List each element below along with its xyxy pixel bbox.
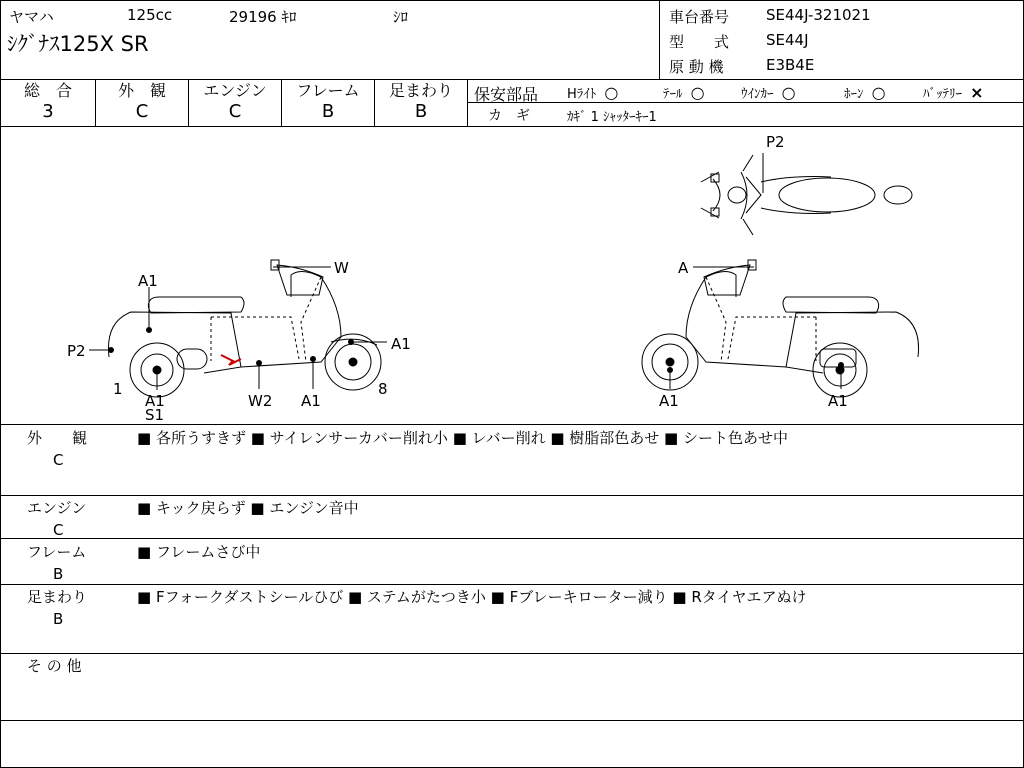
detail-text: ■ フレームさび中 [137, 543, 261, 561]
safety-item-mark: ○ [871, 83, 886, 102]
label-left-8: 8 [378, 380, 388, 398]
safety-item-name: ﾃｰﾙ [663, 87, 683, 102]
safety-item-mark: ○ [604, 83, 619, 102]
detail-frame [1, 539, 1023, 583]
safety-item-name: ｳｲﾝｶｰ [741, 87, 774, 102]
safety-item-name: ﾊﾞｯﾃﾘｰ [923, 87, 962, 102]
grade-label: 足まわり [388, 81, 453, 100]
label-top-p2: P2 [766, 133, 785, 151]
safety-item-horn [844, 83, 886, 102]
detail-label: 足まわり [27, 588, 88, 606]
label-left-a1-floor: A1 [301, 392, 321, 410]
detail-text: ■ 各所うすきず ■ サイレンサーカバー削れ小 ■ レバー削れ ■ 樹脂部色あせ ■ シート色あせ中 [137, 429, 789, 447]
scooter-right-view [642, 260, 919, 397]
divider [468, 102, 1023, 103]
displacement: 125cc [127, 6, 173, 24]
damage-diagram [1, 127, 1023, 423]
left-leaders [89, 267, 387, 390]
safety-item-taillight [663, 83, 705, 102]
label-left-w2: W2 [248, 392, 273, 410]
detail-exterior [1, 425, 1023, 495]
grade-label: エンジン [203, 81, 267, 100]
detail-grade: B [53, 610, 64, 628]
grade-label: フレーム [296, 81, 360, 100]
detail-engine [1, 495, 1023, 537]
detail-label: 外 観 [27, 429, 88, 447]
detail-grade: B [53, 565, 64, 583]
label-left-s1: S1 [145, 406, 165, 423]
grade-suspension [375, 80, 467, 126]
grade-label: 総 合 [23, 81, 72, 100]
scooter-top-view [701, 153, 912, 235]
body-color: ｼﾛ [393, 8, 409, 26]
label-left-w: W [334, 259, 349, 277]
detail-grade: C [53, 451, 64, 469]
detail-other [1, 653, 1023, 719]
header-divider [659, 1, 660, 79]
safety-item-name: ﾎｰﾝ [844, 87, 864, 102]
damage-mark [221, 355, 241, 365]
safety-parts-label: 保安部品 [474, 85, 539, 104]
grade-frame [282, 80, 374, 126]
grade-label: 外 観 [117, 81, 166, 100]
detail-label: そ の 他 [27, 657, 82, 675]
right-leaders [668, 267, 844, 389]
grade-value: C [228, 101, 242, 122]
detail-text: ■ Fフォークダストシールひび ■ ステムがたつき小 ■ Fブレーキローター減り ■ Rタイヤエアぬけ [137, 588, 807, 606]
label-left-a1-front: A1 [391, 335, 411, 353]
label-right-a1-wheel: A1 [659, 392, 679, 410]
grade-value: C [135, 101, 149, 122]
label-right-a1-muffler: A1 [828, 392, 848, 410]
detail-text: ■ キック戻らず ■ エンジン音中 [137, 499, 359, 517]
model-name: ｼｸﾞﾅｽ125X SR [7, 32, 149, 56]
safety-item-name: Hﾗｲﾄ [567, 87, 597, 102]
frame-number-label: 車台番号 [669, 8, 730, 26]
engine-model-value: E3B4E [766, 56, 815, 74]
detail-label: エンジン [27, 499, 87, 517]
detail-grade: C [53, 521, 64, 539]
safety-item-winker [741, 83, 796, 102]
mileage: 29196 ｷﾛ [229, 8, 297, 26]
safety-item-mark: ○ [781, 83, 796, 102]
label-left-a1-wheel: A1 [145, 392, 165, 410]
engine-model-label: 原 動 機 [669, 58, 724, 76]
grade-value: 3 [42, 101, 54, 122]
maker: ヤマハ [9, 8, 54, 26]
divider [1, 720, 1023, 721]
grade-exterior [96, 80, 188, 126]
safety-item-mark: × [970, 83, 984, 102]
label-right-a: A [678, 259, 689, 277]
frame-number-value: SE44J-321021 [766, 6, 871, 24]
model-type-value: SE44J [766, 31, 809, 49]
grade-value: B [414, 101, 428, 122]
grade-engine [189, 80, 281, 126]
model-type-label: 型 式 [669, 33, 730, 51]
key-label: カ ギ [488, 108, 530, 124]
label-left-1: 1 [113, 380, 123, 398]
label-left-p2: P2 [67, 342, 86, 360]
detail-label: フレーム [27, 543, 87, 561]
safety-item-headlight [567, 83, 618, 102]
safety-item-mark: ○ [690, 83, 705, 102]
detail-suspension [1, 584, 1023, 652]
safety-item-battery [923, 83, 984, 102]
grade-value: B [321, 101, 335, 122]
grade-overall [1, 80, 95, 126]
label-left-a1-body: A1 [138, 272, 158, 290]
key-value: ｶｷﾞ 1 ｼｬｯﾀｰｷｰ1 [567, 110, 657, 125]
